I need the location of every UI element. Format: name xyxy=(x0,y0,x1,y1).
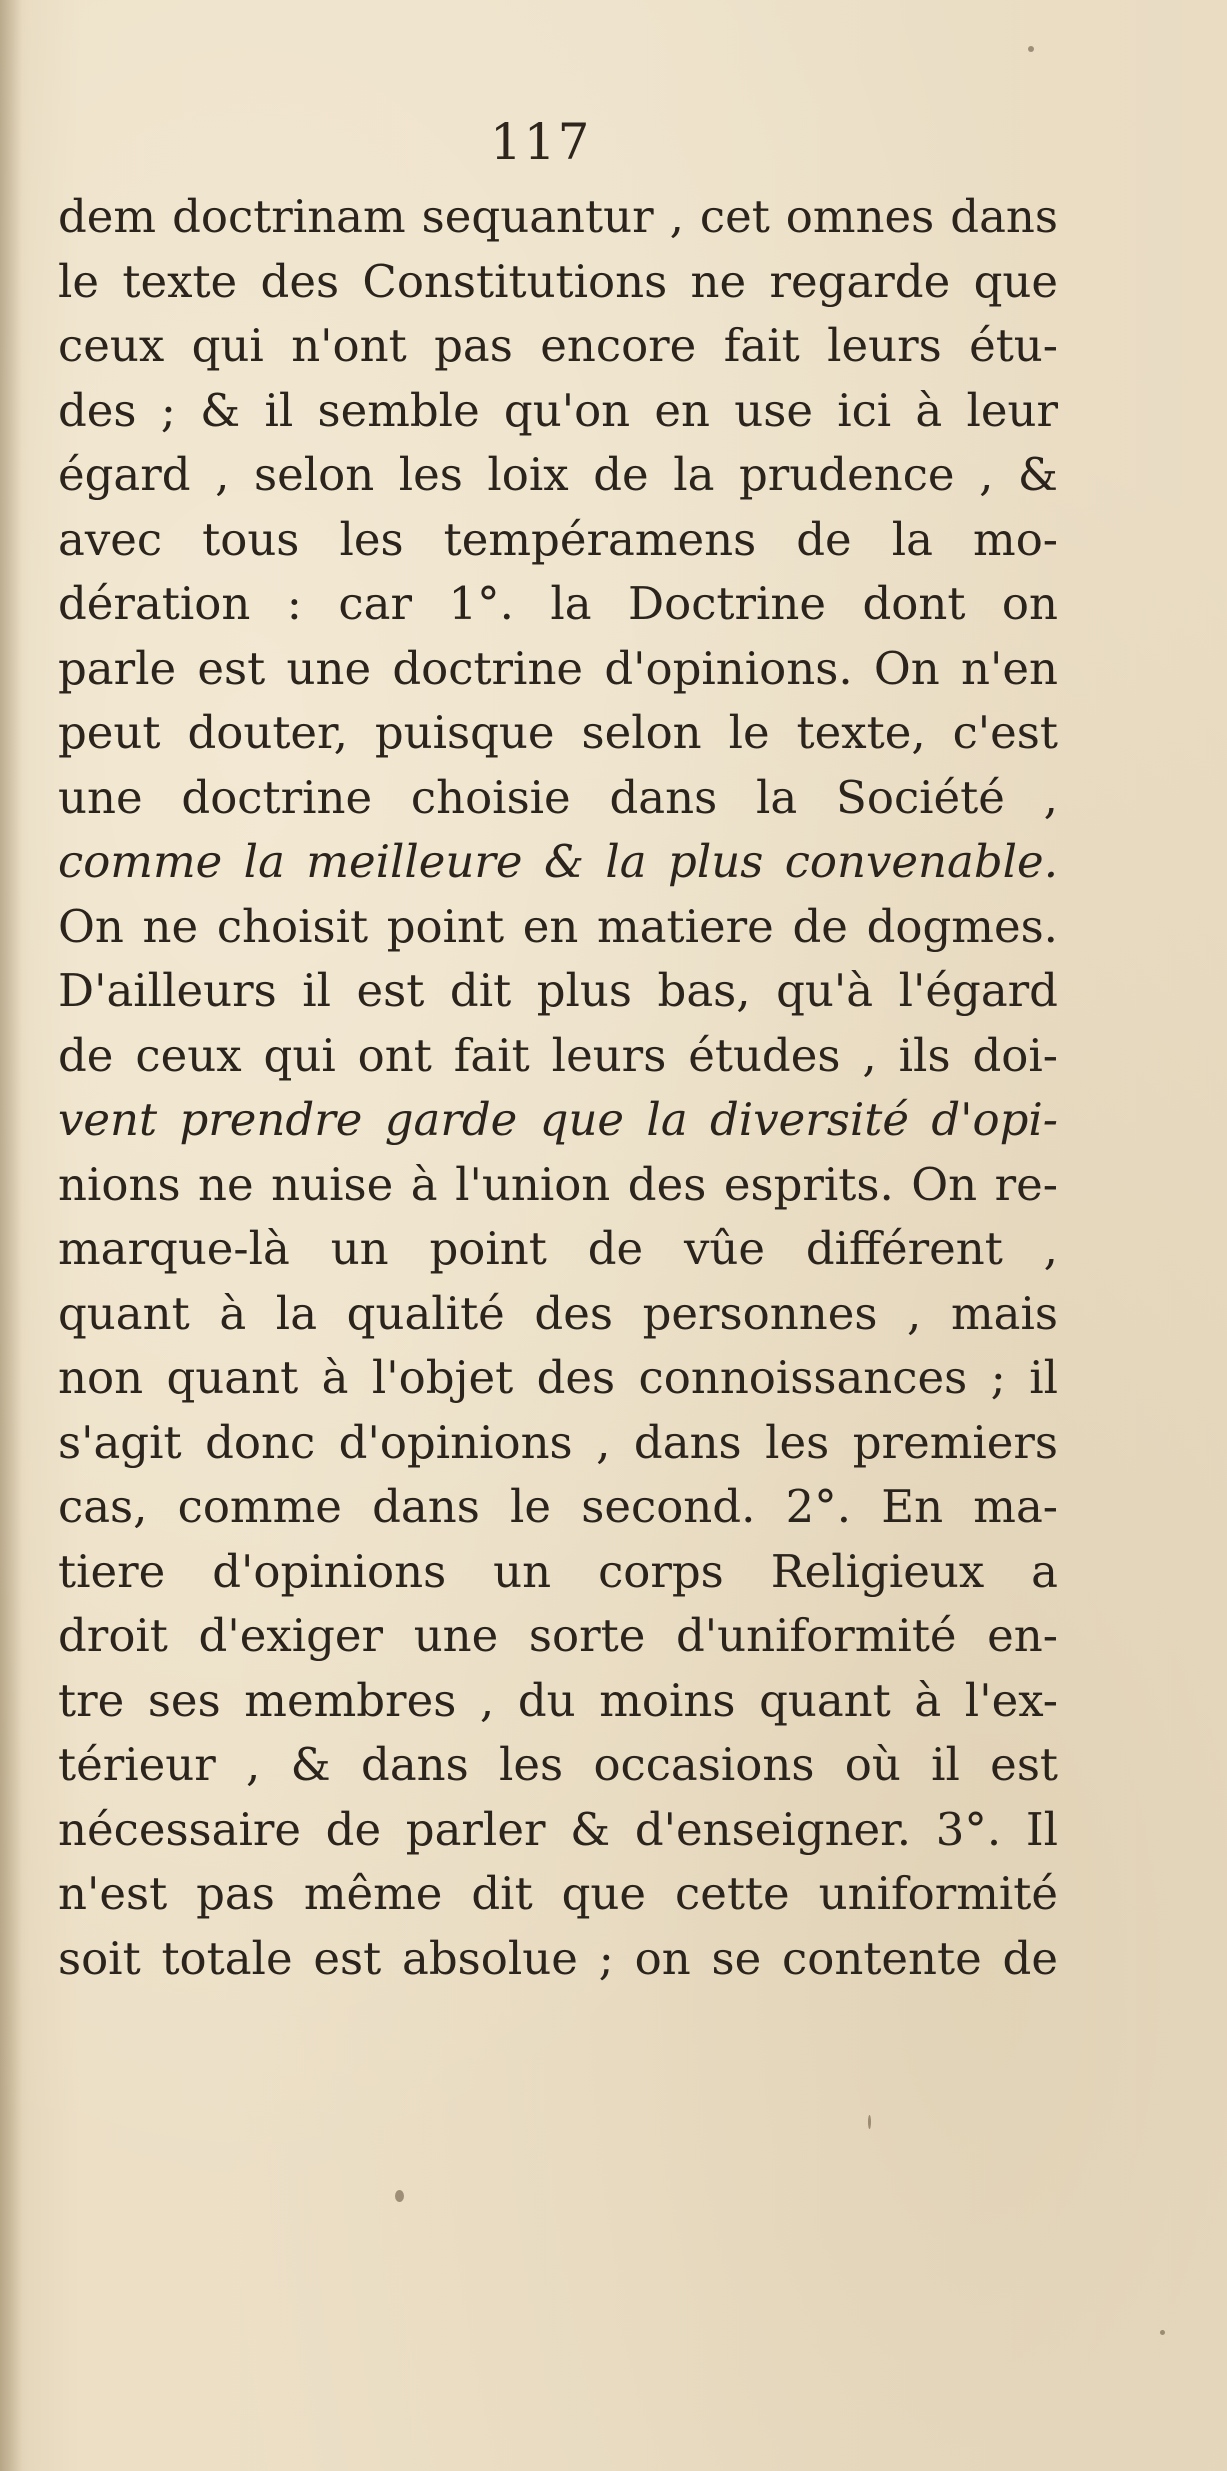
text-line: D'ailleurs il est dit plus bas, qu'à l'égard xyxy=(58,964,1058,1017)
text-line: le texte des Constitutions ne regarde que xyxy=(58,254,1058,308)
text-line: quant à la qualité des personnes , mais xyxy=(58,1286,1058,1340)
text-line: droit d'exiger une sorte d'uniformité en- xyxy=(58,1609,1058,1662)
text-line: de ceux qui ont fait leurs études , ils doi- xyxy=(58,1028,1058,1082)
gutter-shadow xyxy=(0,0,22,2471)
text-line: On ne choisit point en matiere de dogmes. xyxy=(58,899,1058,953)
text-line: non quant à l'objet des connoissances ; il xyxy=(58,1351,1058,1404)
text-line: térieur , & dans les occasions où il est xyxy=(58,1738,1058,1791)
text-line: ceux qui n'ont pas encore fait leurs étu- xyxy=(58,319,1058,372)
text-line: cas, comme dans le second. 2°. En ma- xyxy=(58,1480,1058,1533)
text-line: peut douter, puisque selon le texte, c'est xyxy=(58,706,1058,759)
text-line: avec tous les tempéramens de la mo- xyxy=(58,512,1058,566)
text-line: des ; & il semble qu'on en use ici à leur xyxy=(58,383,1058,437)
body-text xyxy=(58,185,1058,1991)
paper-speck xyxy=(1160,2330,1165,2335)
text-line: vent prendre garde que la diversité d'opi- xyxy=(58,1093,1058,1146)
page-number: 117 xyxy=(490,113,592,171)
text-line: dération : car 1°. la Doctrine dont on xyxy=(58,577,1058,630)
text-line: soit totale est absolue ; on se contente de xyxy=(58,1931,1058,1985)
text-line: dem doctrinam sequantur , cet omnes dans xyxy=(58,190,1058,243)
paper-speck xyxy=(395,2190,404,2202)
text-line: nions ne nuise à l'union des esprits. On re- xyxy=(58,1157,1058,1211)
text-line: s'agit donc d'opinions , dans les premiers xyxy=(58,1415,1058,1469)
text-line: nécessaire de parler & d'enseigner. 3°. Il xyxy=(58,1802,1058,1856)
text-line: égard , selon les loix de la prudence , & xyxy=(58,448,1058,501)
text-line: comme la meilleure & la plus convenable. xyxy=(58,835,1058,888)
text-line: marque-là un point de vûe différent , xyxy=(58,1222,1058,1275)
text-line: une doctrine choisie dans la Société , xyxy=(58,770,1058,824)
paper-speck xyxy=(1028,46,1034,52)
text-line: parle est une doctrine d'opinions. On n'en xyxy=(58,641,1058,695)
paper-speck xyxy=(868,2115,871,2129)
text-line: tiere d'opinions un corps Religieux a xyxy=(58,1544,1058,1598)
text-line: n'est pas même dit que cette uniformité xyxy=(58,1867,1058,1920)
text-line: tre ses membres , du moins quant à l'ex- xyxy=(58,1673,1058,1727)
